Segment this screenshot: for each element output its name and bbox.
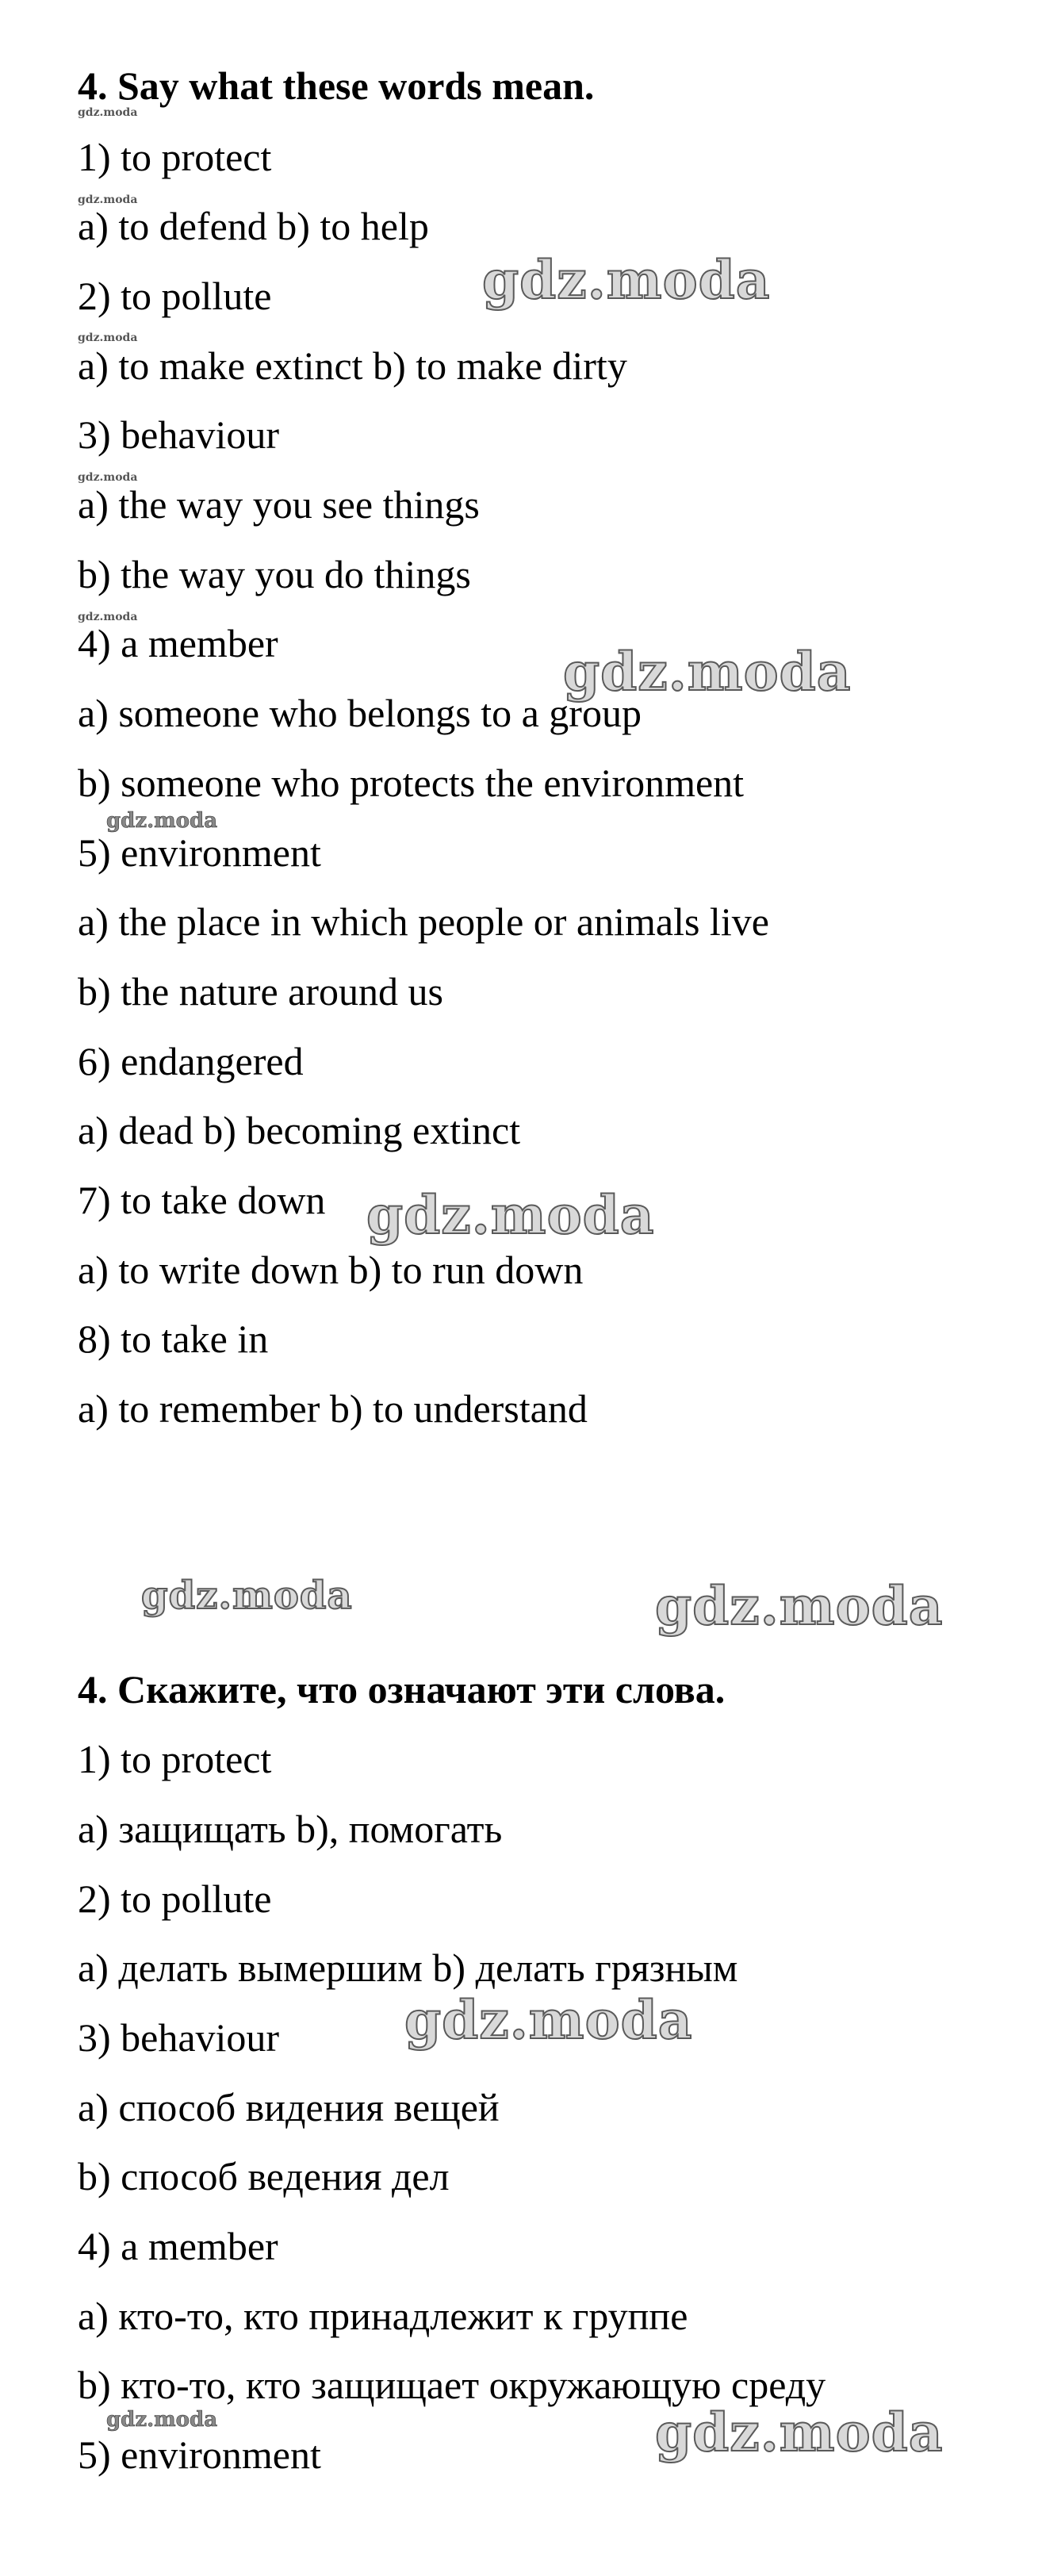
watermark: gdz.moda — [78, 611, 138, 623]
list-item: a) to defend b) to help — [78, 204, 429, 248]
watermark: gdz.moda — [482, 249, 771, 311]
watermark: gdz.moda — [366, 1184, 655, 1246]
list-item: a) to make extinct b) to make dirty — [78, 343, 627, 388]
watermark: gdz.moda — [78, 471, 138, 484]
watermark: gdz.moda — [106, 2408, 218, 2432]
list-item: b) the nature around us — [78, 969, 443, 1014]
watermark: gdz.moda — [106, 809, 218, 833]
list-item: b) someone who protects the environment — [78, 761, 745, 805]
watermark: gdz.moda — [141, 1574, 353, 1618]
list-item: а) защищать b), помогать — [78, 1807, 503, 1851]
list-item: 7) to take down — [78, 1178, 326, 1222]
list-item: 4) a member — [78, 621, 278, 665]
list-item: а) делать вымершим b) делать грязным — [78, 1945, 738, 1990]
list-item: 5) environment — [78, 2432, 321, 2477]
list-item: a) to remember b) to understand — [78, 1386, 588, 1431]
list-item: a) dead b) becoming extinct — [78, 1108, 521, 1152]
list-item: 1) to protect — [78, 1737, 272, 1781]
list-item: 2) to pollute — [78, 1876, 272, 1921]
list-item: 4) a member — [78, 2224, 278, 2268]
list-item: a) someone who belongs to a group — [78, 691, 642, 735]
list-item: 8) to take in — [78, 1317, 269, 1361]
list-item: 6) endangered — [78, 1039, 304, 1083]
watermark: gdz.moda — [563, 641, 852, 703]
list-item: а) способ видения вещей — [78, 2085, 500, 2129]
list-item: a) to write down b) to run down — [78, 1248, 584, 1292]
list-item: 1) to protect — [78, 135, 272, 179]
watermark: gdz.moda — [655, 2402, 944, 2463]
watermark: gdz.moda — [655, 1575, 944, 1637]
list-item: 5) environment — [78, 830, 321, 875]
list-item: 3) behaviour — [78, 412, 280, 457]
watermark: gdz.moda — [78, 106, 138, 119]
watermark: gdz.moda — [404, 1989, 693, 2051]
watermark: gdz.moda — [78, 194, 138, 206]
list-item: а) кто-то, кто принадлежит к группе — [78, 2294, 688, 2338]
list-item: b) кто-то, кто защищает окружающую среду — [78, 2363, 826, 2407]
watermark: gdz.moda — [78, 332, 138, 344]
exercise-heading-ru: 4. Скажите, что означают эти слова. — [78, 1667, 726, 1712]
list-item: 2) to pollute — [78, 274, 272, 318]
list-item: b) the way you do things — [78, 552, 471, 596]
exercise-heading-en: 4. Say what these words mean. — [78, 63, 595, 108]
list-item: a) the place in which people or animals live — [78, 899, 769, 944]
list-item: a) the way you see things — [78, 482, 480, 527]
list-item: b) способ ведения дел — [78, 2154, 450, 2198]
list-item: 3) behaviour — [78, 2015, 280, 2060]
